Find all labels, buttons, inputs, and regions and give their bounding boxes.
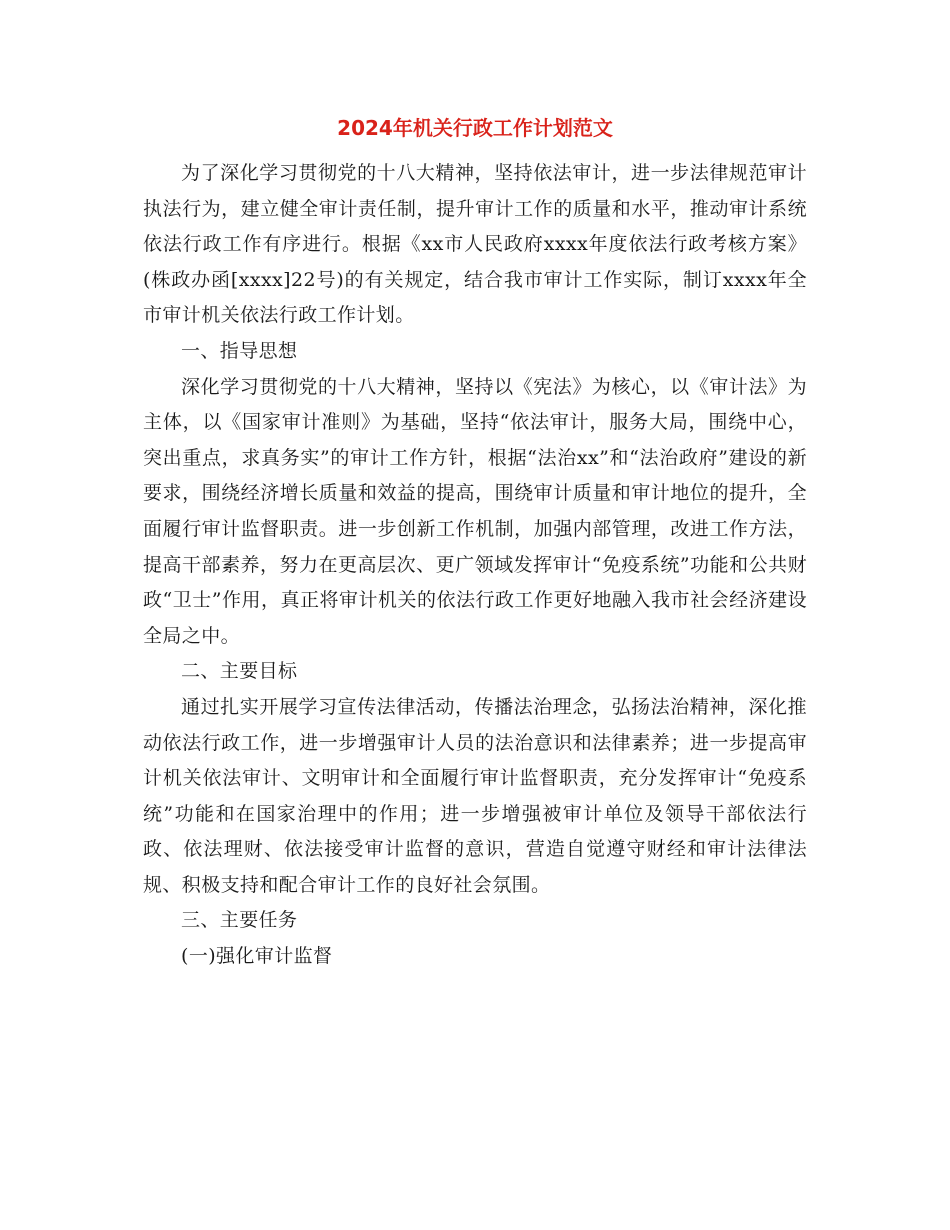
section-heading-main-goals: 二、主要目标: [181, 660, 298, 683]
paragraph-intro: 为了深化学习贯彻党的十八大精神，坚持依法审计，进一步法律规范审计执法行为，建立健全审计责任制，提升审计工作的质量和水平，推动审计系统依法行政工作有序进行。根据《xx市人民政府xxxx年度依法行政考核方案》(株政办函[xxxx]22号)的有关规定，结合我市审计工作实际，制订xxxx年全市审计机关依法行政工作计划。: [143, 162, 807, 327]
document-title: 2024年机关行政工作计划范文: [337, 116, 613, 140]
document-body: [143, 156, 807, 975]
subsection-heading-audit-supervision: (一)强化审计监督: [181, 945, 333, 968]
paragraph-guiding-ideology: 深化学习贯彻党的十八大精神，坚持以《宪法》为核心，以《审计法》为主体，以《国家审计准则》为基础，坚持“依法审计，服务大局，围绕中心，突出重点，求真务实”的审计工作方针，根据“法治xx”和“法治政府”建设的新要求，围绕经济增长质量和效益的提高，围绕审计质量和审计地位的提升，全面履行审计监督职责。进一步创新工作机制，加强内部管理，改进工作方法，提高干部素养，努力在更高层次、更广领域发挥审计“免疫系统”功能和公共财政“卫士”作用，真正将审计机关的依法行政工作更好地融入我市社会经济建设全局之中。: [143, 375, 807, 647]
paragraph-main-goals: 通过扎实开展学习宣传法律活动，传播法治理念，弘扬法治精神，深化推动依法行政工作，进一步增强审计人员的法治意识和法律素养；进一步提高审计机关依法审计、文明审计和全面履行审计监督职责，充分发挥审计“免疫系统”功能和在国家治理中的作用；进一步增强被审计单位及领导干部依法行政、依法理财、依法接受审计监督的意识，营造自觉遵守财经和审计法律法规、积极支持和配合审计工作的良好社会氛围。: [143, 695, 807, 896]
section-heading-guiding-ideology: 一、指导思想: [181, 339, 298, 362]
section-heading-main-tasks: 三、主要任务: [181, 909, 298, 932]
